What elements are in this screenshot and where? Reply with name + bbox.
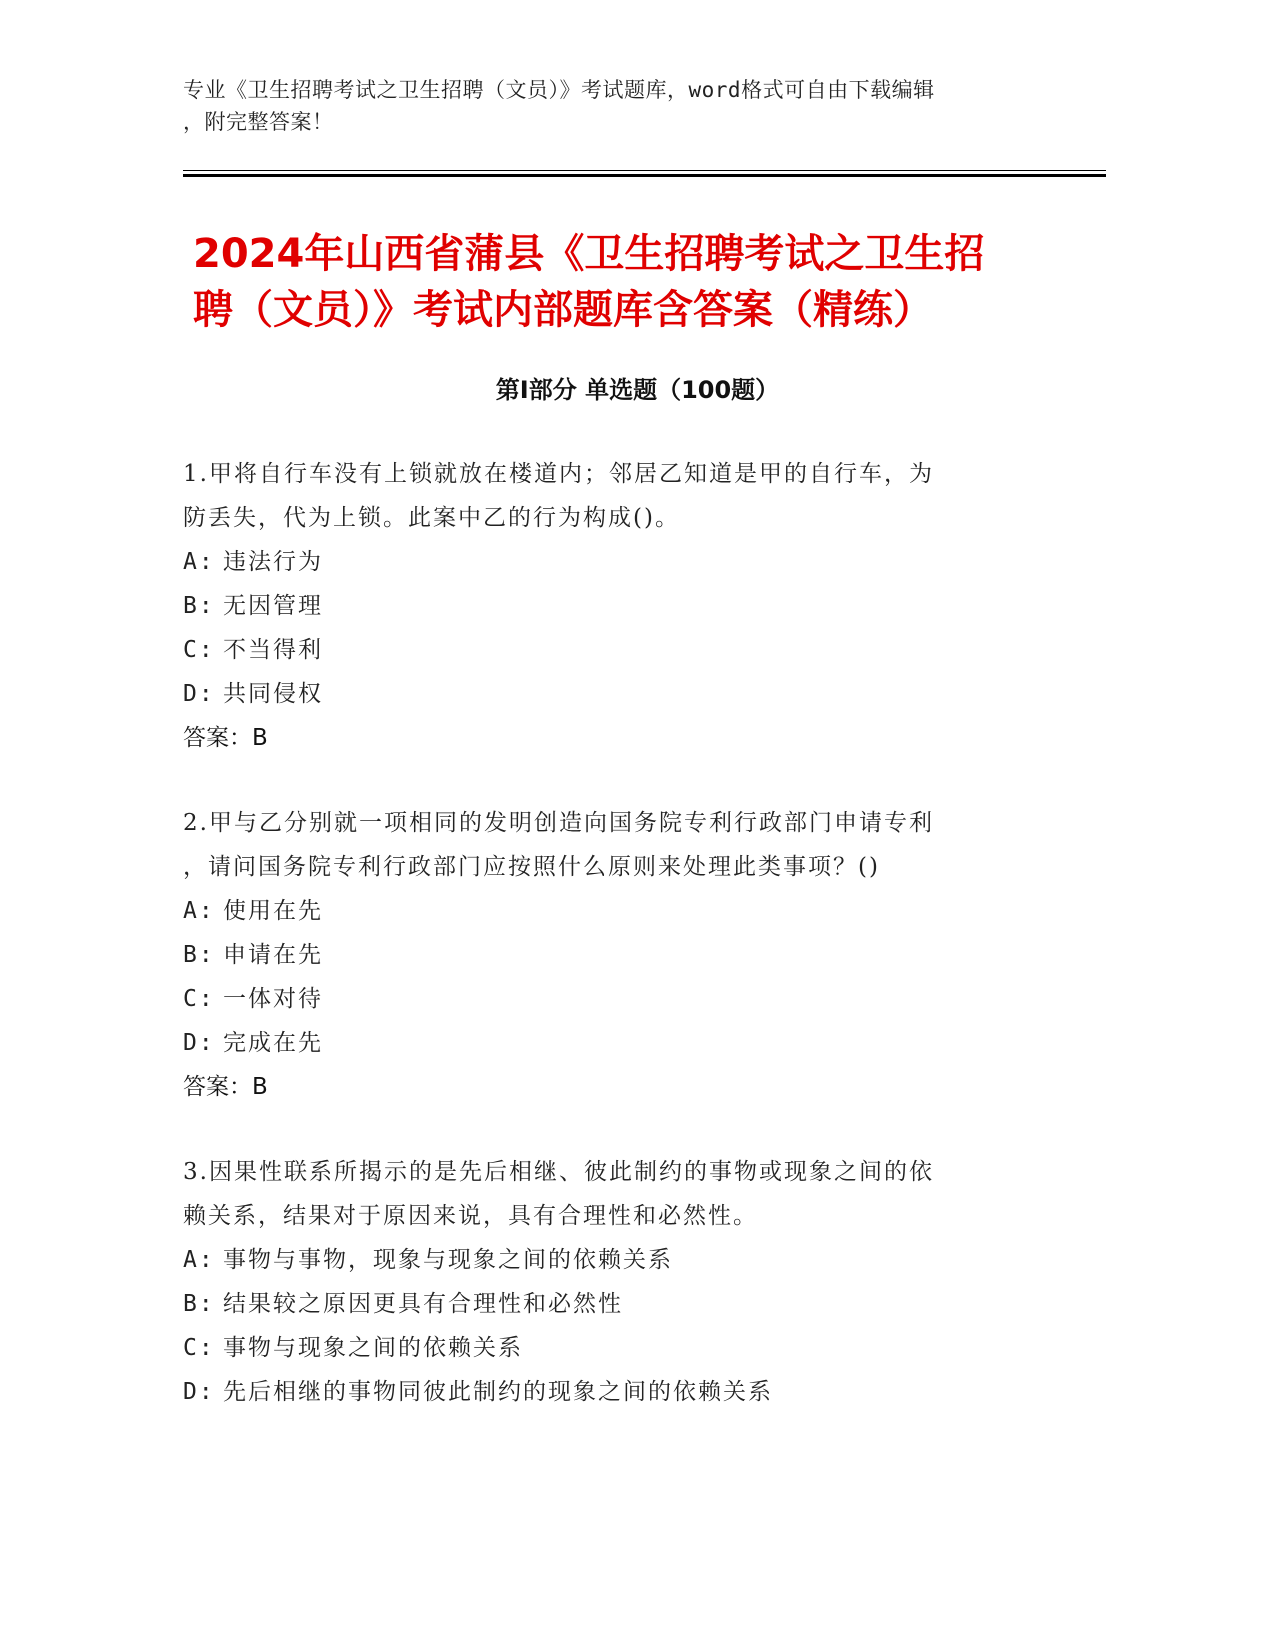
question-stem-line-2: 赖关系，结果对于原因来说，具有合理性和必然性。: [183, 1203, 758, 1229]
option-text: 违法行为: [223, 549, 323, 575]
header-rule-thick: [183, 174, 1106, 177]
question-stem-line-1: 3.因果性联系所揭示的是先后相继、彼此制约的事物或现象之间的依: [183, 1159, 934, 1185]
option-text: 一体对待: [223, 986, 323, 1012]
option-key: C:: [183, 1335, 215, 1361]
option-key: B:: [183, 593, 215, 619]
option-key: D:: [183, 681, 215, 707]
option-text: 结果较之原因更具有合理性和必然性: [223, 1291, 623, 1317]
option-d: [183, 1021, 1043, 1065]
option-d: [183, 672, 1043, 716]
question-stem-line-2: 防丢失，代为上锁。此案中乙的行为构成()。: [183, 505, 680, 531]
answer-line: 答案：B: [183, 725, 268, 751]
header-note-line-2: ，附完整答案！: [183, 110, 334, 134]
option-key: B:: [183, 942, 215, 968]
option-text: 使用在先: [223, 898, 323, 924]
option-c: [183, 977, 1043, 1021]
option-d: [183, 1370, 1043, 1414]
option-b: [183, 933, 1043, 977]
option-text: 先后相继的事物同彼此制约的现象之间的依赖关系: [223, 1379, 773, 1405]
option-text: 共同侵权: [223, 681, 323, 707]
section-heading: 第Ⅰ部分 单选题（100题）: [495, 376, 780, 404]
header-note-line-1: 专业《卫生招聘考试之卫生招聘（文员）》考试题库，word格式可自由下载编辑: [183, 78, 935, 102]
option-text: 事物与事物，现象与现象之间的依赖关系: [223, 1247, 673, 1273]
option-c: [183, 1326, 1043, 1370]
option-a: [183, 889, 1043, 933]
option-a: [183, 1238, 1043, 1282]
question-stem-line-1: 1.甲将自行车没有上锁就放在楼道内；邻居乙知道是甲的自行车，为: [183, 461, 934, 487]
option-b: [183, 584, 1043, 628]
document-title-line-2: 聘（文员）》考试内部题库含答案（精练）: [193, 287, 933, 333]
option-key: D:: [183, 1030, 215, 1056]
option-text: 无因管理: [223, 593, 323, 619]
option-key: A:: [183, 898, 215, 924]
header-note: [183, 74, 1083, 138]
document-title: [183, 226, 1083, 338]
question-stem-line-2: ，请问国务院专利行政部门应按照什么原则来处理此类事项？(): [183, 854, 880, 880]
question-stem: [183, 1150, 1043, 1238]
option-key: B:: [183, 1291, 215, 1317]
option-key: A:: [183, 1247, 215, 1273]
option-text: 申请在先: [223, 942, 323, 968]
option-text: 不当得利: [223, 637, 323, 663]
question-stem: [183, 801, 1043, 889]
answer-line: 答案：B: [183, 1074, 268, 1100]
document-title-line-1: 2024年山西省蒲县《卫生招聘考试之卫生招: [193, 231, 985, 277]
option-text: 事物与现象之间的依赖关系: [223, 1335, 523, 1361]
option-key: C:: [183, 986, 215, 1012]
option-a: [183, 540, 1043, 584]
question-2: [183, 801, 1043, 1109]
question-3: [183, 1150, 1043, 1414]
option-c: [183, 628, 1043, 672]
question-stem: [183, 452, 1043, 540]
question-stem-line-1: 2.甲与乙分别就一项相同的发明创造向国务院专利行政部门申请专利: [183, 810, 934, 836]
header-rule-thin: [183, 170, 1106, 171]
question-1: [183, 452, 1043, 760]
option-key: C:: [183, 637, 215, 663]
option-key: A:: [183, 549, 215, 575]
option-text: 完成在先: [223, 1030, 323, 1056]
option-b: [183, 1282, 1043, 1326]
option-key: D:: [183, 1379, 215, 1405]
